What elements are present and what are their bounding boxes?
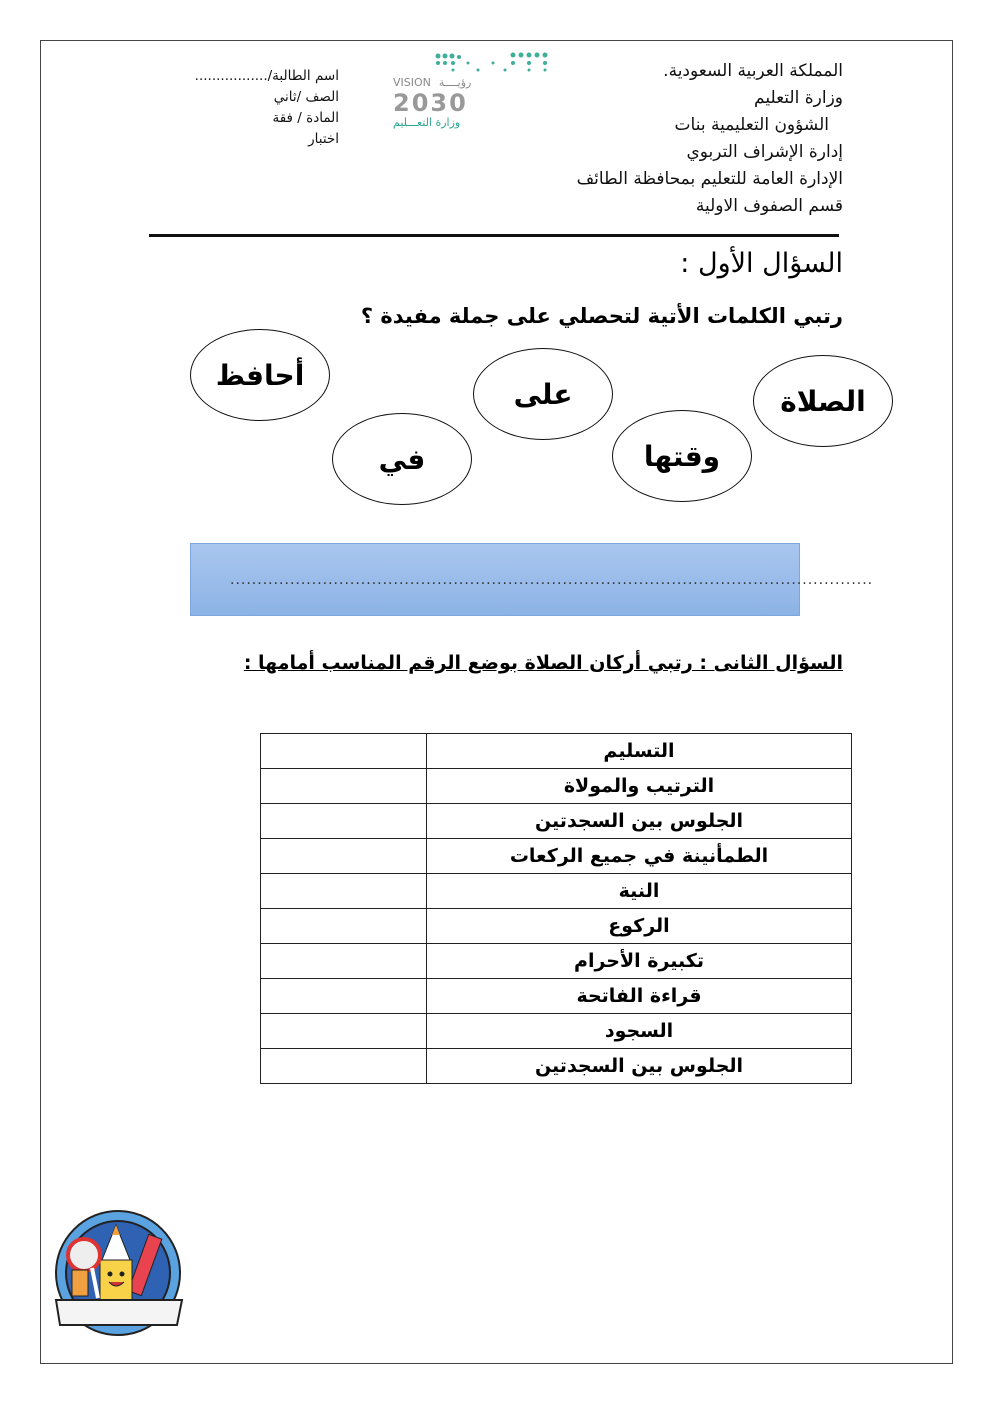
word-oval: وقتها [612,410,752,502]
student-info [150,66,339,150]
number-cell[interactable] [261,944,427,979]
word-oval: على [473,348,613,440]
table-row [261,839,852,874]
pillar-cell: قراءة الفاتحة [427,979,852,1014]
pillar-cell: الجلوس بين السجدتين [427,804,852,839]
number-cell[interactable] [261,874,427,909]
page-border [40,40,953,1364]
table-row [261,1049,852,1084]
question-1-instruction: رتبي الكلمات الأتية لتحصلي على جملة مفيدة ؟ [360,304,843,328]
pillar-cell: التسليم [427,734,852,769]
vision-2030-logo [393,52,553,132]
word-oval: الصلاة [753,355,893,447]
header-institution [577,58,843,220]
pillar-cell: السجود [427,1014,852,1049]
number-cell[interactable] [261,1049,427,1084]
logo-ministry-text: وزارة التعـــليم [393,116,461,129]
subject-field: المادة / فقة [272,110,339,126]
grade-field: الصف /ثاني [273,89,339,105]
pillar-cell: الطمأنينة في جميع الركعات [427,839,852,874]
logo-dots-icon [393,52,553,74]
logo-ruya-text: رؤيــــة [438,76,472,89]
pillar-cell: تكبيرة الأحرام [427,944,852,979]
number-cell[interactable] [261,909,427,944]
ordering-table [260,733,852,1084]
number-cell[interactable] [261,979,427,1014]
header-line: وزارة التعليم [754,88,843,108]
table-row [261,1014,852,1049]
table-row [261,734,852,769]
header-line: الشؤون التعليمية بنات [674,115,829,135]
pillar-cell: الركوع [427,909,852,944]
table-row [261,804,852,839]
header-divider [149,234,839,237]
header-line: قسم الصفوف الاولية [695,196,843,216]
school-supplies-badge-icon [52,1200,187,1345]
question-1-title: السؤال الأول : [680,248,843,279]
logo-vision-row [393,75,553,90]
number-cell[interactable] [261,839,427,874]
number-cell[interactable] [261,804,427,839]
pillar-cell: النية [427,874,852,909]
word-oval: أحافظ [190,329,330,421]
table-row [261,979,852,1014]
answer-line: ...................................................................................................................... [230,572,874,588]
header-line: المملكة العربية السعودية. [663,61,843,81]
question-2-title: السؤال الثانى : رتبي أركان الصلاة بوضع الرقم المناسب أمامها : [243,652,843,674]
table-row [261,769,852,804]
table-row [261,944,852,979]
student-name-field: اسم الطالبة/................. [194,68,339,84]
exam-label: اختبار [308,131,339,147]
table-row [261,909,852,944]
table-row [261,874,852,909]
logo-year-text: 2030 [393,89,468,117]
header-line: إدارة الإشراف التربوي [686,142,843,162]
pillar-cell: الترتيب والمولاة [427,769,852,804]
number-cell[interactable] [261,1014,427,1049]
number-cell[interactable] [261,734,427,769]
number-cell[interactable] [261,769,427,804]
header-line: الإدارة العامة للتعليم بمحافظة الطائف [576,169,843,189]
word-oval: في [332,413,472,505]
logo-vision-text: VISION [393,76,431,89]
pillar-cell: الجلوس بين السجدتين [427,1049,852,1084]
